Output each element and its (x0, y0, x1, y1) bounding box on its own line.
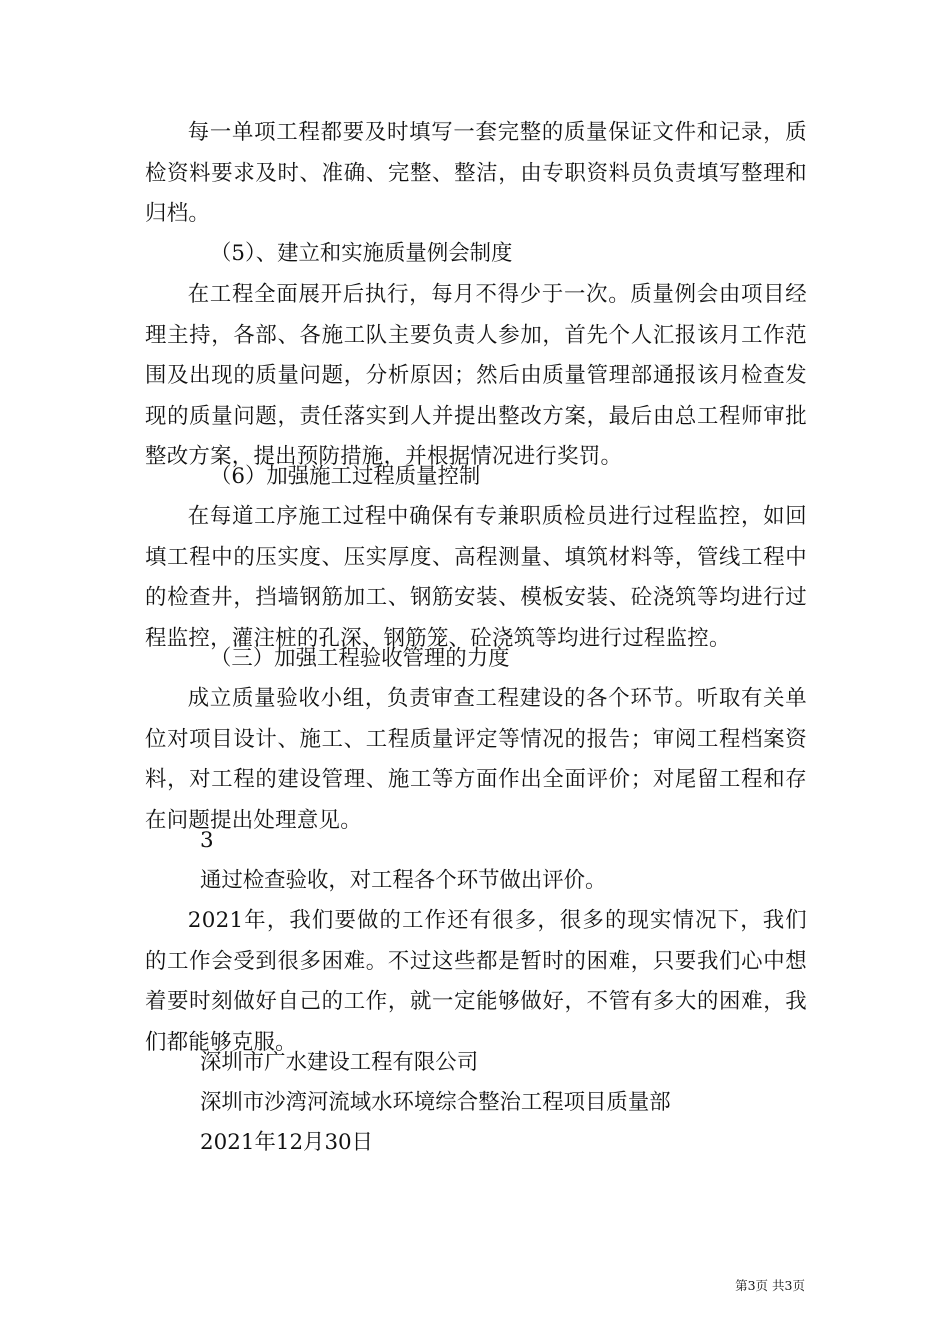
heading-process-control: （6）加强施工过程质量控制 (210, 464, 481, 489)
heading-acceptance: （三）加强工程验收管理的力度 (210, 646, 510, 671)
paragraph-quality-meeting: 在工程全面展开后执行，每月不得少于一次。质量例会由项目经理主持，各部、各施工队主要负责人参加，首先个人汇报该月工作范围及出现的质量问题，分析原因；然后由质量管理部通报该月检查发现的质量问题，责任落实到人并提出整改方案，最后由总工程师审批整改方案，提出预防措施，并根据情况进行奖罚。 (145, 282, 807, 469)
paragraph-acceptance: 成立质量验收小组，负责审查工程建设的各个环节。听取有关单位对项目设计、施工、工程质量评定等情况的报告；审阅工程档案资料，对工程的建设管理、施工等方面作出全面评价；对尾留工程和存在问题提出处理意见。 (145, 686, 807, 833)
page-footer: 第3页 共3页 (735, 1278, 805, 1293)
paragraph-evaluation: 通过检查验收，对工程各个环节做出评价。 (200, 868, 607, 893)
heading-quality-meeting: （5）、建立和实施质量例会制度 (210, 241, 513, 266)
signature-company: 深圳市广水建设工程有限公司 (200, 1050, 479, 1075)
paragraph-outlook: 2021年，我们要做的工作还有很多，很多的现实情况下，我们的工作会受到很多困难。不过这些都是暂时的困难，只要我们心中想着要时刻做好自己的工作，就一定能够做好，不管有多大的困难，我们都能够克服。 (145, 908, 807, 1055)
page-number-marker: 3 (200, 828, 214, 853)
signature-date: 2021年12月30日 (200, 1130, 374, 1155)
paragraph-process-control: 在每道工序施工过程中确保有专兼职质检员进行过程监控，如回填工程中的压实度、压实厚度、高程测量、填筑材料等，管线工程中的检查井，挡墙钢筋加工、钢筋安装、模板安装、砼浇筑等均进行过程监控，灌注桩的孔深、钢筋笼、砼浇筑等均进行过程监控。 (145, 504, 807, 651)
paragraph-quality-records: 每一单项工程都要及时填写一套完整的质量保证文件和记录，质检资料要求及时、准确、完整、整洁，由专职资料员负责填写整理和归档。 (145, 120, 807, 226)
signature-department: 深圳市沙湾河流域水环境综合整治工程项目质量部 (200, 1090, 671, 1115)
